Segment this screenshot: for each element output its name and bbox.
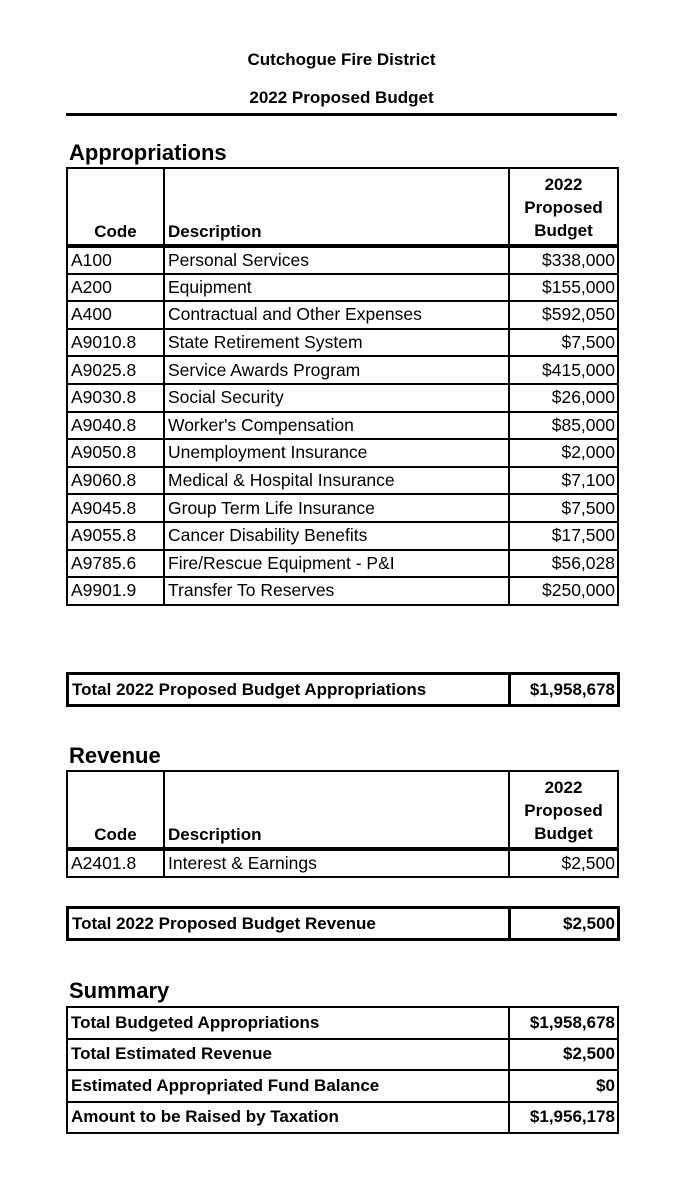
row-code: A9045.8 [67,494,164,522]
summary-row [67,1070,618,1102]
summary-table [66,1006,619,1134]
table-row [67,329,618,357]
row-amount: $7,100 [509,467,618,495]
revenue-total-amount: $2,500 [510,908,619,940]
row-description: Equipment [164,274,509,302]
row-amount: $250,000 [509,577,618,605]
row-description: Personal Services [164,246,509,274]
revenue-heading: Revenue [69,743,161,768]
row-description: Unemployment Insurance [164,439,509,467]
code-header: Code [67,771,164,849]
appropriations-total [66,672,620,707]
row-description: Transfer To Reserves [164,577,509,605]
summary-amount: $2,500 [509,1039,618,1071]
revenue-total-label: Total 2022 Proposed Budget Revenue [68,908,510,940]
row-code: A100 [67,246,164,274]
budget-header: 2022 Proposed Budget [509,771,618,849]
row-amount: $2,000 [509,439,618,467]
summary-amount: $1,958,678 [509,1007,618,1039]
row-description: Medical & Hospital Insurance [164,467,509,495]
row-amount: $17,500 [509,522,618,550]
row-code: A400 [67,301,164,329]
table-row [67,467,618,495]
row-code: A200 [67,274,164,302]
row-description: Interest & Earnings [164,849,509,877]
table-row [67,246,618,274]
summary-label: Total Estimated Revenue [67,1039,509,1071]
revenue-table [66,770,619,878]
code-header: Code [67,168,164,246]
row-amount: $85,000 [509,412,618,440]
row-amount: $155,000 [509,274,618,302]
summary-row [67,1102,618,1134]
summary-amount: $1,956,178 [509,1102,618,1134]
row-amount: $2,500 [509,849,618,877]
summary-row [67,1007,618,1039]
row-amount: $592,050 [509,301,618,329]
table-row [67,577,618,605]
budget-header: 2022 Proposed Budget [509,168,618,246]
appropriations-total-amount: $1,958,678 [510,674,619,706]
row-code: A9055.8 [67,522,164,550]
summary-amount: $0 [509,1070,618,1102]
row-code: A9040.8 [67,412,164,440]
row-amount: $415,000 [509,356,618,384]
row-description: Social Security [164,384,509,412]
revenue-header-row [67,771,618,849]
row-description: Cancer Disability Benefits [164,522,509,550]
summary-label: Estimated Appropriated Fund Balance [67,1070,509,1102]
row-description: Worker's Compensation [164,412,509,440]
district-name: Cutchogue Fire District [247,50,436,69]
appropriations-header-row [67,168,618,246]
document-subtitle: 2022 Proposed Budget [249,88,434,107]
row-description: State Retirement System [164,329,509,357]
row-amount: $26,000 [509,384,618,412]
summary-label: Amount to be Raised by Taxation [67,1102,509,1134]
header-rule [66,113,617,116]
table-row [67,412,618,440]
row-code: A9010.8 [67,329,164,357]
row-code: A9030.8 [67,384,164,412]
table-row [67,439,618,467]
summary-row [67,1039,618,1071]
row-description: Contractual and Other Expenses [164,301,509,329]
row-description: Group Term Life Insurance [164,494,509,522]
row-description: Fire/Rescue Equipment - P&I [164,550,509,578]
table-row [67,849,618,877]
table-row [67,301,618,329]
row-code: A9785.6 [67,550,164,578]
revenue-total [66,906,620,941]
description-header: Description [164,168,509,246]
row-code: A9025.8 [67,356,164,384]
table-row [67,522,618,550]
summary-heading: Summary [69,978,170,1003]
row-code: A2401.8 [67,849,164,877]
row-code: A9050.8 [67,439,164,467]
table-row [67,274,618,302]
summary-label: Total Budgeted Appropriations [67,1007,509,1039]
row-code: A9901.9 [67,577,164,605]
table-row [67,356,618,384]
row-amount: $7,500 [509,329,618,357]
table-row [67,550,618,578]
row-amount: $7,500 [509,494,618,522]
appropriations-total-label: Total 2022 Proposed Budget Appropriations [68,674,510,706]
appropriations-heading: Appropriations [69,140,227,165]
row-amount: $56,028 [509,550,618,578]
row-code: A9060.8 [67,467,164,495]
row-amount: $338,000 [509,246,618,274]
description-header: Description [164,771,509,849]
table-row [67,494,618,522]
appropriations-table [66,167,619,606]
row-description: Service Awards Program [164,356,509,384]
table-row [67,384,618,412]
